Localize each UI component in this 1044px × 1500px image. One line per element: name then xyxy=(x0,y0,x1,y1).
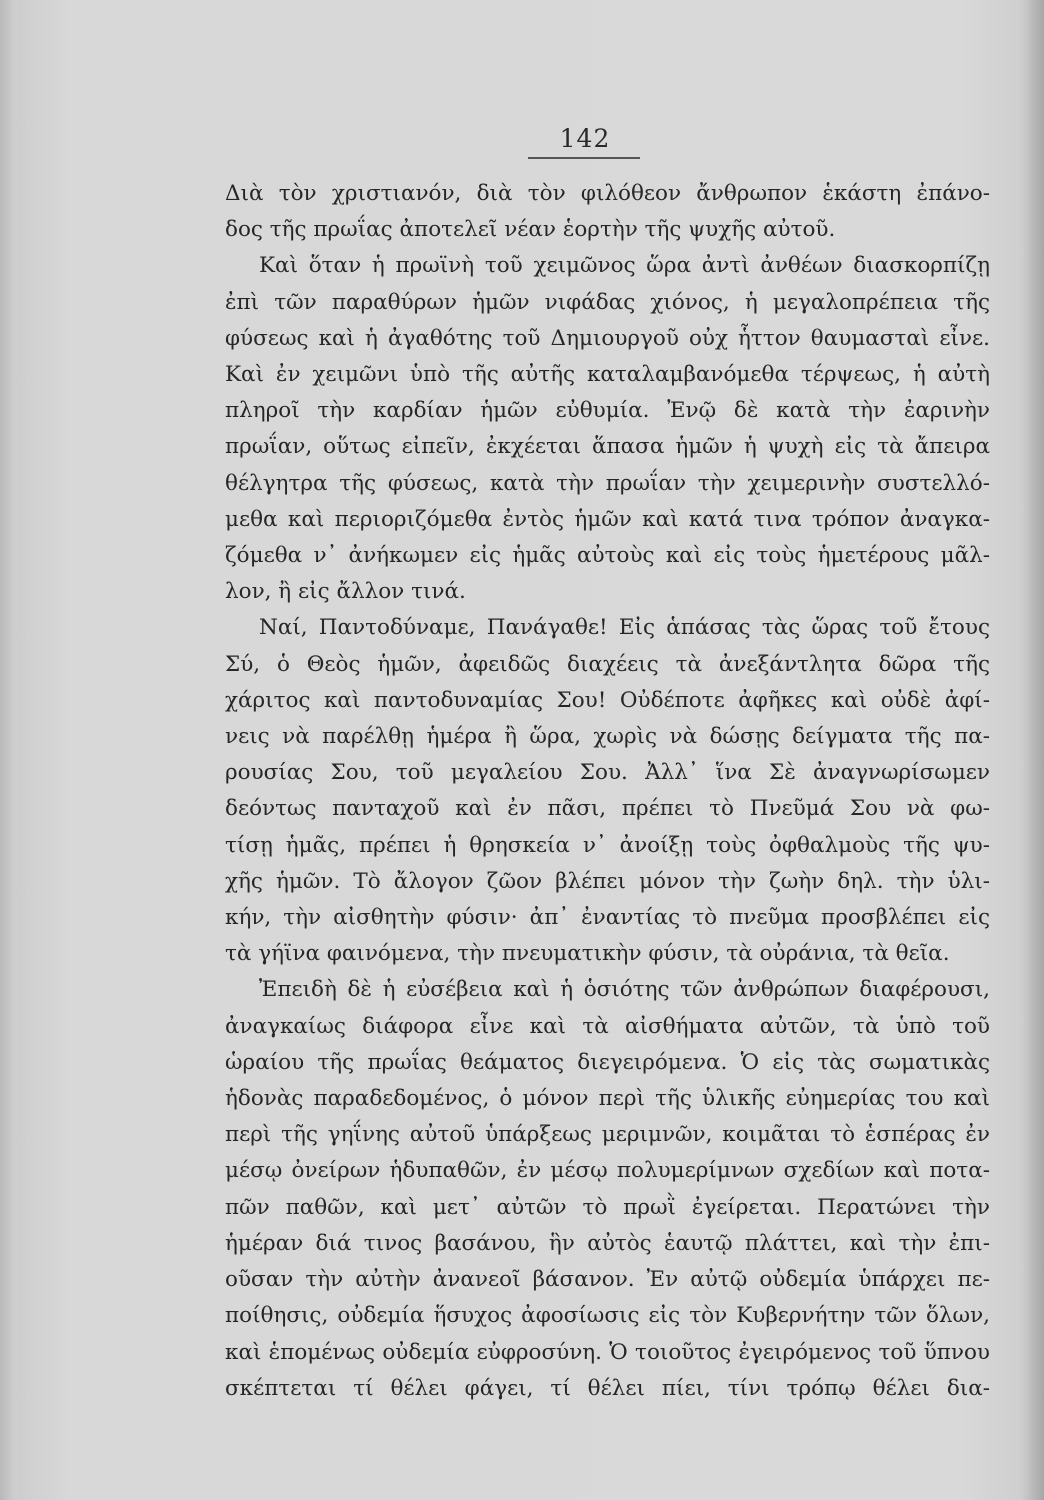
text-line: κήν, τὴν αἰσθητὴν φύσιν· ἀπ᾽ ἐναντίας τὸ πνεῦμα προσβλέπει εἰς xyxy=(225,905,990,931)
page-number-rule xyxy=(528,157,640,159)
text-line: πῶν παθῶν, καὶ μετ᾽ αὐτῶν τὸ πρωῒ ἐγείρεται. Περατώνει τὴν xyxy=(225,1194,990,1220)
text-line: Ναί, Παντοδύναμε, Πανάγαθε! Εἰς ἁπάσας τὰς ὥρας τοῦ ἔτους xyxy=(259,615,990,641)
text-line: τίσῃ ἡμᾶς, πρέπει ἡ θρησκεία ν᾽ ἀνοίξῃ τοὺς ὀφθαλμοὺς τῆς ψυ- xyxy=(225,832,990,858)
text-line: Καὶ ἐν χειμῶνι ὑπὸ τῆς αὐτῆς καταλαμβανόμεθα τέρψεως, ἡ αὐτὴ xyxy=(225,362,990,388)
text-line: πρωΐαν, οὕτως εἰπεῖν, ἐκχέεται ἅπασα ἡμῶν ἡ ψυχὴ εἰς τὰ ἄπειρα xyxy=(225,434,990,460)
text-line: Σύ, ὁ Θεὸς ἡμῶν, ἀφειδῶς διαχέεις τὰ ἀνεξάντλητα δῶρα τῆς xyxy=(225,651,990,677)
text-line: οῦσαν τὴν αὐτὴν ἀνανεοῖ βάσανον. Ἐν αὐτῷ οὐδεμία ὑπάρχει πε- xyxy=(225,1267,990,1293)
text-line: θέλγητρα τῆς φύσεως, κατὰ τὴν πρωΐαν τὴν χειμερινὴν συστελλό- xyxy=(225,470,990,496)
text-line: Καὶ ὅταν ἡ πρωϊνὴ τοῦ χειμῶνος ὥρα ἀντὶ ἀνθέων διασκορπίζῃ xyxy=(259,253,990,279)
body-text xyxy=(225,176,990,1407)
text-line: σκέπτεται τί θέλει φάγει, τί θέλει πίει, τίνι τρόπῳ θέλει δια- xyxy=(225,1375,990,1401)
text-line: τὰ γήϊνα φαινόμενα, τὴν πνευματικὴν φύσιν, τὰ οὐράνια, τὰ θεῖα. xyxy=(225,941,950,967)
text-line: νεις νὰ παρέλθῃ ἡμέρα ἢ ὥρα, χωρὶς νὰ δώσῃς δείγματα τῆς πα- xyxy=(225,724,990,750)
text-line: δεόντως πανταχοῦ καὶ ἐν πᾶσι, πρέπει τὸ Πνεῦμά Σου νὰ φω- xyxy=(225,796,990,822)
text-line: ἡμέραν διά τινος βασάνου, ἣν αὐτὸς ἑαυτῷ πλάττει, καὶ τὴν ἐπι- xyxy=(225,1230,990,1256)
text-line: Διὰ τὸν χριστιανόν, διὰ τὸν φιλόθεον ἄνθρωπον ἑκάστη ἐπάνο- xyxy=(225,181,990,206)
text-line: καὶ ἑπομένως οὐδεμία εὐφροσύνη. Ὁ τοιοῦτος ἐγειρόμενος τοῦ ὕπνου xyxy=(225,1339,990,1365)
page-number: 142 xyxy=(559,124,611,153)
text-line: ἡδονὰς παραδεδομένος, ὁ μόνον περὶ τῆς ὑλικῆς εὐημερίας του καὶ xyxy=(225,1086,990,1112)
text-line: περὶ τῆς γηΐνης αὐτοῦ ὑπάρξεως μεριμνῶν, κοιμᾶται τὸ ἑσπέρας ἐν xyxy=(225,1122,990,1148)
text-line: φύσεως καὶ ἡ ἀγαθότης τοῦ Δημιουργοῦ οὐχ ἧττον θαυμασταὶ εἶνε. xyxy=(225,325,990,351)
text-line: πληροῖ τὴν καρδίαν ἡμῶν εὐθυμία. Ἐνῷ δὲ κατὰ τὴν ἐαρινὴν xyxy=(225,398,990,424)
text-line: ρουσίας Σου, τοῦ μεγαλείου Σου. Ἀλλ᾽ ἵνα Σὲ ἀναγνωρίσωμεν xyxy=(225,760,990,786)
text-line: μεθα καὶ περιοριζόμεθα ἐντὸς ἡμῶν καὶ κατά τινα τρόπον ἀναγκα- xyxy=(225,506,990,532)
text-line: ὡραίου τῆς πρωΐας θεάματος διεγειρόμενα. Ὁ εἰς τὰς σωματικὰς xyxy=(225,1049,990,1075)
page-edge-shadow xyxy=(1022,0,1044,1500)
text-line: δος τῆς πρωΐας ἀποτελεῖ νέαν ἑορτὴν τῆς ψυχῆς αὐτοῦ. xyxy=(225,217,836,243)
text-line: ἐπὶ τῶν παραθύρων ἡμῶν νιφάδας χιόνος, ἡ μεγαλοπρέπεια τῆς xyxy=(225,289,990,315)
text-line: ποίθησις, οὐδεμία ἥσυχος ἀφοσίωσις εἰς τὸν Κυβερνήτην τῶν ὅλων, xyxy=(225,1303,990,1329)
text-line: χάριτος καὶ παντοδυναμίας Σου! Οὐδέποτε ἀφῆκες καὶ οὐδὲ ἀφί- xyxy=(225,687,990,713)
text-line: χῆς ἡμῶν. Τὸ ἄλογον ζῶον βλέπει μόνον τὴν ζωὴν δηλ. τὴν ὑλι- xyxy=(225,868,990,894)
text-line: μέσῳ ὀνείρων ἡδυπαθῶν, ἐν μέσῳ πολυμερίμνων σχεδίων καὶ ποτα- xyxy=(225,1158,990,1184)
text-line: ἀναγκαίως διάφορα εἶνε καὶ τὰ αἰσθήματα αὐτῶν, τὰ ὑπὸ τοῦ xyxy=(225,1013,990,1039)
text-line: λον, ἢ εἰς ἄλλον τινά. xyxy=(225,579,466,605)
text-line: ζόμεθα ν᾽ ἀνήκωμεν εἰς ἡμᾶς αὐτοὺς καὶ εἰς τοὺς ἡμετέρους μᾶλ- xyxy=(225,543,990,569)
text-line: Ἐπειδὴ δὲ ἡ εὐσέβεια καὶ ἡ ὁσιότης τῶν ἀνθρώπων διαφέρουσι, xyxy=(259,977,990,1003)
